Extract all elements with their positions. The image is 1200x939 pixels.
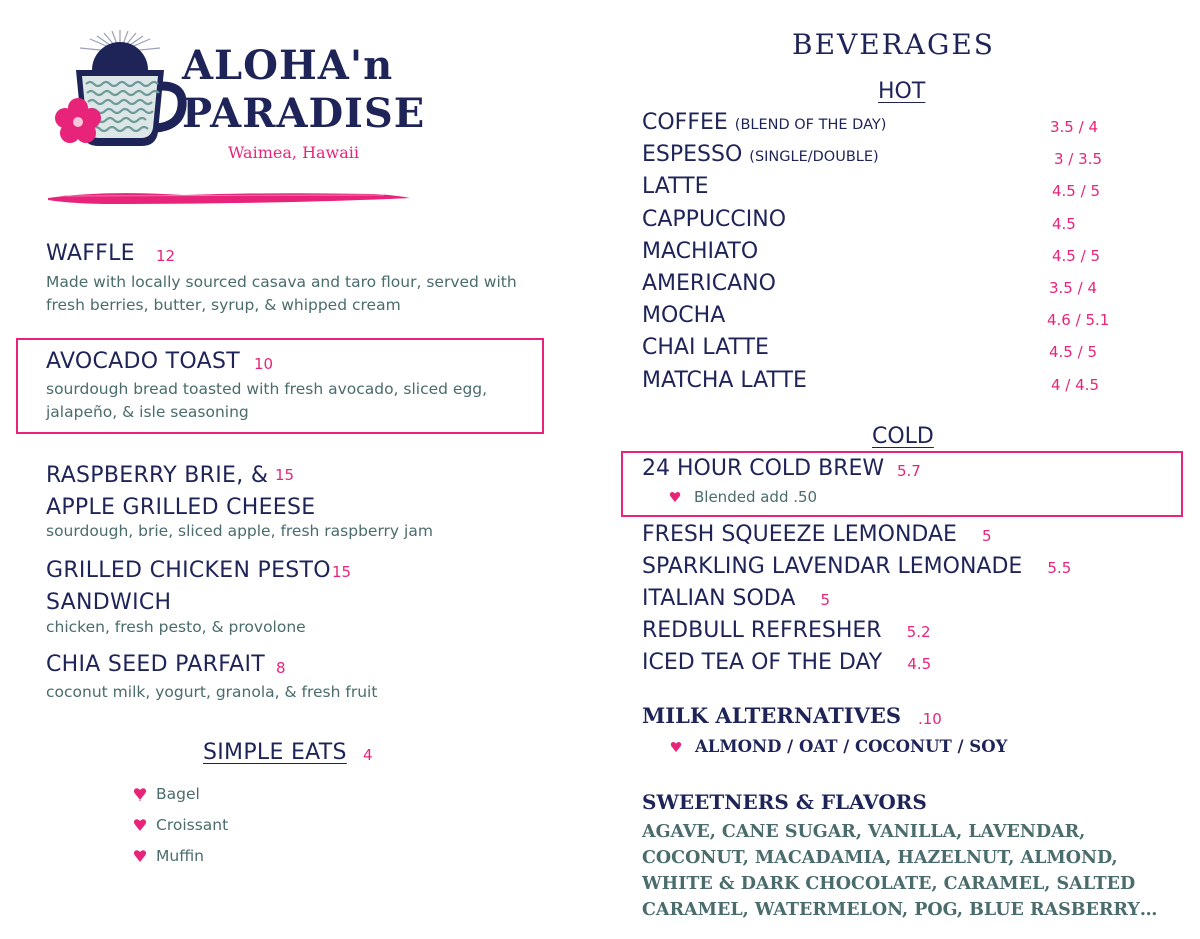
milk-options bbox=[670, 737, 1007, 756]
food-item-price-grilled-chicken-pesto: 15 bbox=[332, 563, 352, 581]
bev-price: 4.6 / 5.1 bbox=[1047, 311, 1110, 330]
name-line: APPLE GRILLED CHEESE bbox=[46, 495, 316, 520]
bev-name: MATCHA LATTE bbox=[642, 367, 807, 393]
bev-note: (BLEND OF THE DAY) bbox=[734, 117, 887, 133]
list-item bbox=[642, 335, 1162, 367]
anthurium-bullet-icon bbox=[669, 491, 681, 503]
list-item bbox=[133, 840, 228, 871]
list-item bbox=[642, 554, 1071, 586]
hot-heading: HOT bbox=[878, 79, 926, 104]
food-item-desc-chia-seed-parfait bbox=[46, 681, 377, 704]
food-item-desc-grilled-chicken-pesto bbox=[46, 616, 306, 639]
bev-price: 5 bbox=[820, 591, 831, 609]
list-item bbox=[642, 522, 1071, 554]
bev-price: 4.5 / 5 bbox=[1052, 182, 1100, 201]
bev-price: 3.5 / 4 bbox=[1050, 118, 1098, 136]
logo-location: Waimea, Hawaii bbox=[228, 143, 360, 162]
anthurium-bullet-icon bbox=[670, 741, 682, 753]
bev-name-text: COFFEE bbox=[642, 110, 728, 135]
cold-heading: COLD bbox=[872, 424, 934, 449]
cold-brew-name: 24 HOUR COLD BREW bbox=[642, 456, 885, 481]
desc-line: fresh berries, butter, syrup, & whipped cream bbox=[46, 296, 401, 314]
cold-brew-price: 5.7 bbox=[897, 462, 921, 480]
simple-eats-price: 4 bbox=[363, 746, 373, 764]
desc-line: Made with locally sourced casava and taro flour, served with bbox=[46, 273, 517, 291]
list-item bbox=[642, 239, 1162, 271]
name-line: SANDWICH bbox=[46, 590, 172, 615]
logo bbox=[52, 28, 426, 168]
cold-brew-addon-text: Blended add .50 bbox=[694, 488, 818, 506]
beverages-heading: BEVERAGES bbox=[792, 28, 995, 61]
anthurium-bullet-icon bbox=[133, 787, 147, 801]
bev-name: CAPPUCCINO bbox=[642, 206, 787, 232]
coffee-cup-logo-icon bbox=[52, 28, 202, 158]
food-item-price-chia-seed-parfait: 8 bbox=[276, 659, 286, 677]
bev-name: REDBULL REFRESHER bbox=[642, 618, 882, 643]
list-item bbox=[642, 368, 1162, 400]
food-item-price-raspberry-brie: 15 bbox=[275, 466, 295, 484]
bev-price: 4.5 / 5 bbox=[1052, 246, 1100, 265]
list-item bbox=[642, 271, 1162, 303]
sweeteners-list bbox=[642, 819, 1157, 923]
bev-name: FRESH SQUEEZE LEMONDAE bbox=[642, 522, 957, 547]
desc-line: coconut milk, yogurt, granola, & fresh fruit bbox=[46, 683, 378, 701]
simple-eats-item-label: Bagel bbox=[156, 784, 200, 803]
bev-price: 4.5 bbox=[907, 655, 932, 673]
sweeteners-line: WHITE & DARK CHOCOLATE, CARAMEL, SALTED bbox=[642, 874, 1136, 894]
bev-name bbox=[642, 110, 886, 135]
bev-price: 5 bbox=[982, 527, 992, 545]
bev-name-text: ESPESSO bbox=[642, 142, 743, 168]
name-line: RASPBERRY BRIE, & bbox=[46, 463, 269, 488]
bev-price: 5.5 bbox=[1047, 559, 1072, 577]
bev-price: 4 / 4.5 bbox=[1051, 375, 1099, 394]
brush-stroke-divider bbox=[44, 186, 414, 210]
bev-name: LATTE bbox=[642, 174, 709, 200]
food-item-desc-raspberry-brie bbox=[46, 520, 433, 543]
bev-price: 3 / 3.5 bbox=[1054, 150, 1102, 169]
desc-line: chicken, fresh pesto, & provolone bbox=[46, 618, 306, 636]
simple-eats-list bbox=[133, 778, 228, 871]
bev-name: MOCHA bbox=[642, 303, 726, 329]
food-item-name-chia-seed-parfait: CHIA SEED PARFAIT bbox=[46, 652, 266, 677]
list-item bbox=[642, 110, 1162, 142]
bev-price: 5.2 bbox=[906, 623, 931, 641]
food-item-name-waffle: WAFFLE bbox=[46, 241, 135, 266]
bev-name: SPARKLING LAVENDAR LEMONADE bbox=[642, 554, 1023, 579]
logo-title-line1: ALOHA'n bbox=[182, 42, 394, 89]
simple-eats-heading: SIMPLE EATS bbox=[203, 740, 347, 765]
sweeteners-heading: SWEETNERS & FLAVORS bbox=[642, 790, 927, 814]
list-item bbox=[642, 303, 1162, 335]
bev-name bbox=[642, 142, 879, 167]
desc-line: jalapeño, & isle seasoning bbox=[46, 403, 249, 421]
anthurium-bullet-icon bbox=[133, 818, 147, 832]
food-item-name-grilled-chicken-pesto bbox=[46, 555, 331, 619]
bev-name: AMERICANO bbox=[642, 270, 776, 296]
simple-eats-item-label: Muffin bbox=[156, 846, 205, 865]
logo-title-line2: PARADISE bbox=[182, 90, 426, 137]
list-item bbox=[642, 586, 1071, 618]
food-item-desc-waffle bbox=[46, 271, 517, 317]
list-item bbox=[642, 618, 1071, 650]
milk-alternatives-heading: MILK ALTERNATIVES bbox=[642, 703, 902, 728]
food-item-desc-avocado-toast bbox=[46, 378, 487, 424]
desc-line: sourdough bread toasted with fresh avocado, sliced egg, bbox=[46, 380, 488, 398]
sweeteners-line: COCONUT, MACADAMIA, HAZELNUT, ALMOND, bbox=[642, 848, 1118, 868]
bev-name: MACHIATO bbox=[642, 238, 759, 264]
bev-note: (SINGLE/DOUBLE) bbox=[749, 149, 879, 166]
list-item bbox=[133, 809, 228, 840]
bev-name: ITALIAN SODA bbox=[642, 586, 796, 611]
sweeteners-line: CARAMEL, WATERMELON, POG, BLUE RASBERRY… bbox=[642, 900, 1158, 920]
hot-beverages-list bbox=[642, 110, 1162, 400]
food-item-price-avocado-toast: 10 bbox=[254, 355, 274, 373]
food-item-name-avocado-toast: AVOCADO TOAST bbox=[46, 349, 241, 374]
name-line: GRILLED CHICKEN PESTO bbox=[46, 558, 331, 583]
milk-options-text: ALMOND / OAT / COCONUT / SOY bbox=[695, 737, 1008, 756]
food-item-price-waffle: 12 bbox=[156, 247, 176, 265]
list-item bbox=[642, 207, 1162, 239]
desc-line: sourdough, brie, sliced apple, fresh raspberry jam bbox=[46, 522, 433, 540]
anthurium-bullet-icon bbox=[133, 849, 147, 863]
milk-alternatives-price: .10 bbox=[918, 710, 942, 728]
sweeteners-line: AGAVE, CANE SUGAR, VANILLA, LAVENDAR, bbox=[642, 822, 1086, 842]
simple-eats-item-label: Croissant bbox=[156, 815, 229, 834]
cold-brew-addon bbox=[669, 488, 817, 506]
list-item bbox=[642, 142, 1162, 174]
bev-price: 4.5 bbox=[1052, 214, 1076, 233]
bev-name: ICED TEA OF THE DAY bbox=[642, 650, 883, 675]
cold-beverages-list bbox=[642, 522, 1071, 682]
bev-name: CHAI LATTE bbox=[642, 335, 769, 361]
list-item bbox=[133, 778, 228, 809]
list-item bbox=[642, 650, 1071, 682]
bev-price: 4.5 / 5 bbox=[1049, 343, 1097, 362]
bev-price: 3.5 / 4 bbox=[1049, 278, 1097, 297]
list-item bbox=[642, 174, 1162, 206]
